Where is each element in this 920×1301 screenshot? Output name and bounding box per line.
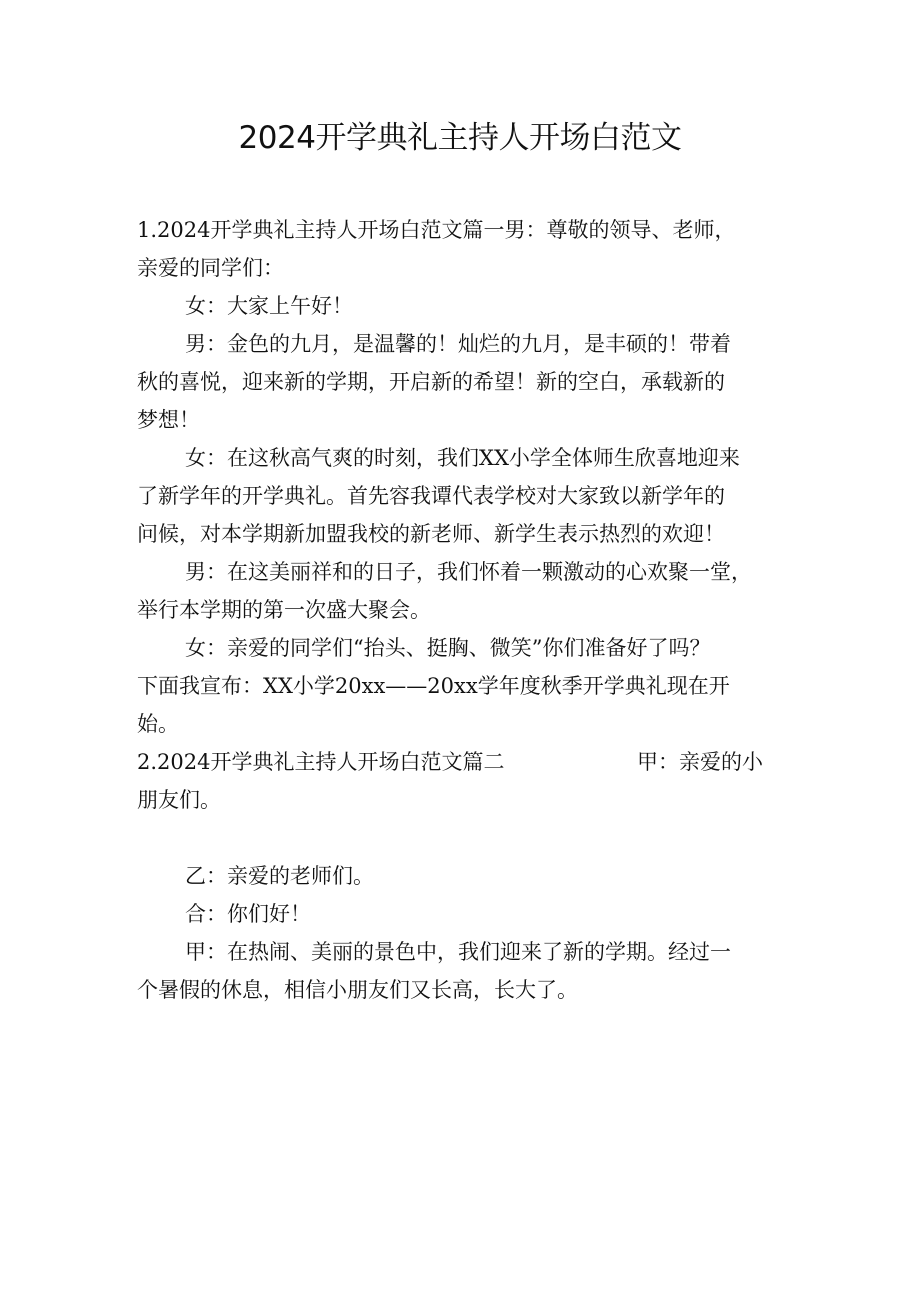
section2-heading-line [137, 743, 763, 781]
section2-heading-tail: 甲：亲爱的小 [637, 750, 763, 774]
paragraph: 乙：亲爱的老师们。 [185, 864, 374, 888]
paragraph: 女：大家上午好！ [185, 294, 353, 318]
paragraph-line: 下面我宣布：XX小学20xx——20xx学年度秋季开学典礼现在开 [137, 674, 730, 698]
section1-heading-line-cont: 亲爱的同学们： [137, 256, 284, 280]
document-body [137, 211, 785, 1009]
paragraph-line: 女：在这秋高气爽的时刻，我们XX小学全体师生欣喜地迎来 [185, 446, 740, 470]
paragraph-line: 始。 [137, 712, 179, 736]
paragraph-line: 问候，对本学期新加盟我校的新老师、新学生表示热烈的欢迎！ [137, 522, 725, 546]
document-title: 2024开学典礼主持人开场白范文 [238, 120, 682, 156]
section1-heading-line: 1.2024开学典礼主持人开场白范文篇一男：尊敬的领导、老师， [137, 218, 736, 242]
paragraph-line: 女：亲爱的同学们“抬头、挺胸、微笑”你们准备好了吗？ [185, 636, 711, 660]
paragraph-line: 男：在这美丽祥和的日子，我们怀着一颗激动的心欢聚一堂， [185, 560, 752, 584]
paragraph-line: 举行本学期的第一次盛大聚会。 [137, 598, 431, 622]
paragraph-line: 个暑假的休息，相信小朋友们又长高，长大了。 [137, 978, 578, 1002]
paragraph-line: 秋的喜悦，迎来新的学期，开启新的希望！新的空白，承载新的 [137, 370, 725, 394]
blank-line [137, 819, 785, 857]
paragraph-line: 了新学年的开学典礼。首先容我谭代表学校对大家致以新学年的 [137, 484, 725, 508]
paragraph: 合：你们好！ [185, 902, 311, 926]
paragraph-line: 男：金色的九月，是温馨的！灿烂的九月，是丰硕的！带着 [185, 332, 731, 356]
section2-heading-line-cont: 朋友们。 [137, 788, 221, 812]
section2-heading: 2.2024开学典礼主持人开场白范文篇二 [137, 750, 505, 774]
paragraph-line: 甲：在热闹、美丽的景色中，我们迎来了新的学期。经过一 [185, 940, 731, 964]
paragraph-line: 梦想！ [137, 408, 200, 432]
